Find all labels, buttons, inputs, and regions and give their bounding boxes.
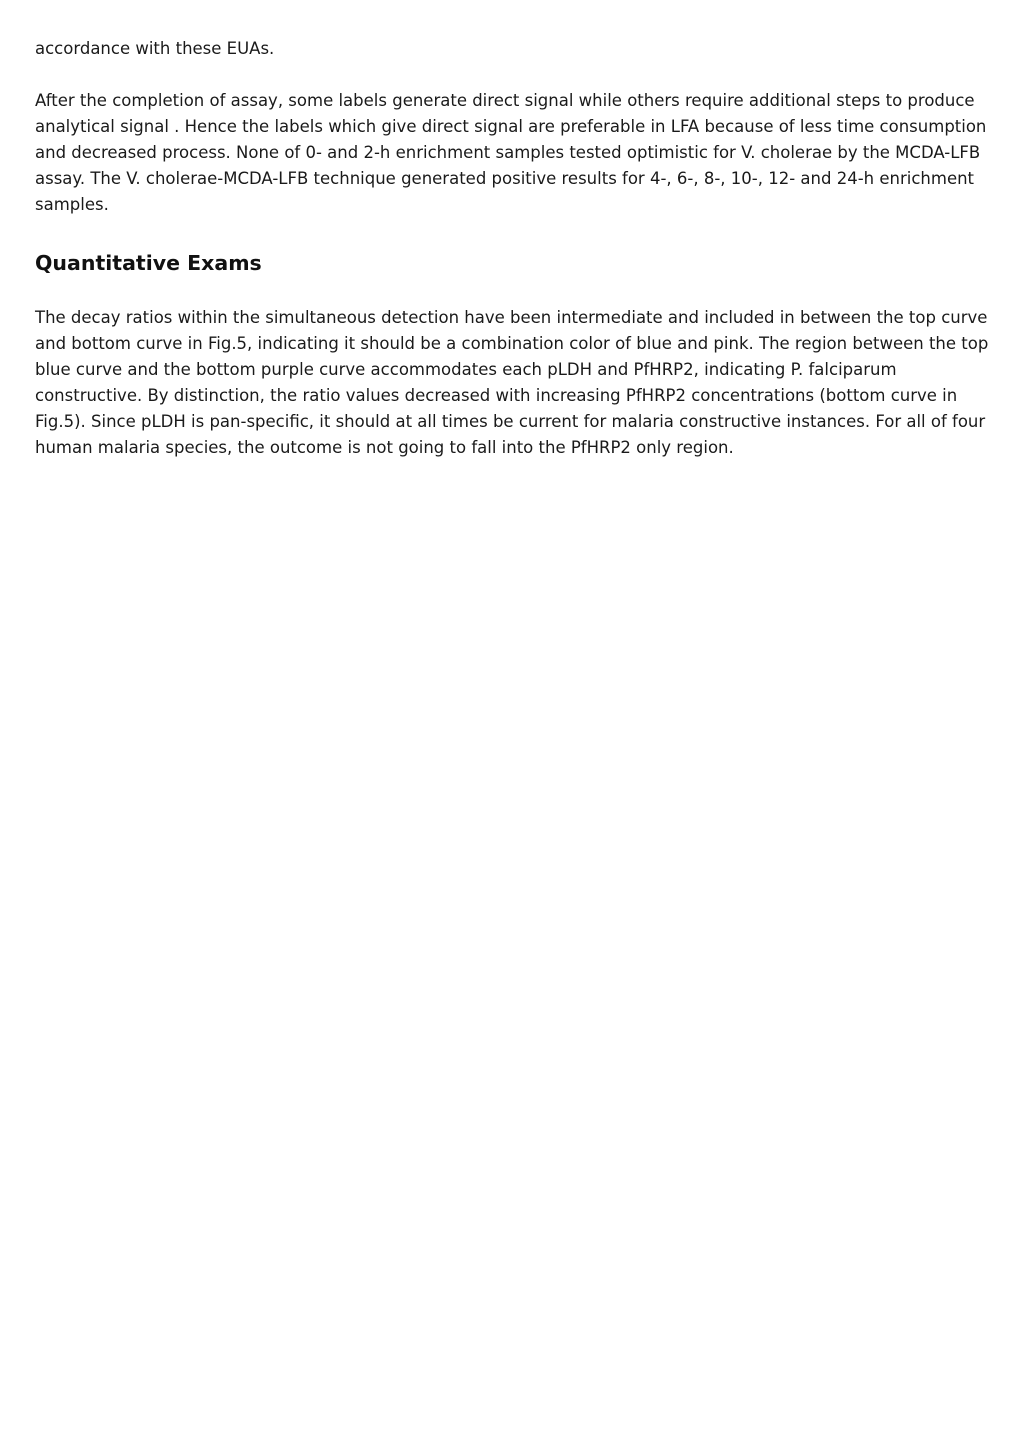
paragraph-quantitative: The decay ratios within the simultaneous detection have been intermediate and included in between the top curve and bottom curve in Fig.5, indicating it should be a combination color of blue and pink. The region between the top blue curve and the bottom purple curve accommodates each pLDH and PfHRP2, indicating P. falciparum constructive. By distinction, the ratio values decreased with increasing PfHRP2 concentrations (bottom curve in Fig.5). Since pLDH is pan-specific, it should at all times be current for malaria constructive instances. For all of four human malaria species, the outcome is not going to fall into the PfHRP2 only region. xyxy=(35,308,989,457)
document-body xyxy=(35,36,993,461)
paragraph-assay: After the completion of assay, some labels generate direct signal while others require additional steps to produce analytical signal . Hence the labels which give direct signal are preferable in LFA because of less time consumption and decreased process. None of 0- and 2-h enrichment samples tested optimistic for V. cholerae by the MCDA-LFB assay. The V. cholerae-MCDA-LFB technique generated positive results for 4-, 6-, 8-, 10-, 12- and 24-h enrichment samples. xyxy=(35,91,987,214)
paragraph-intro: accordance with these EUAs. xyxy=(35,39,275,58)
section-heading: Quantitative Exams xyxy=(35,251,262,275)
